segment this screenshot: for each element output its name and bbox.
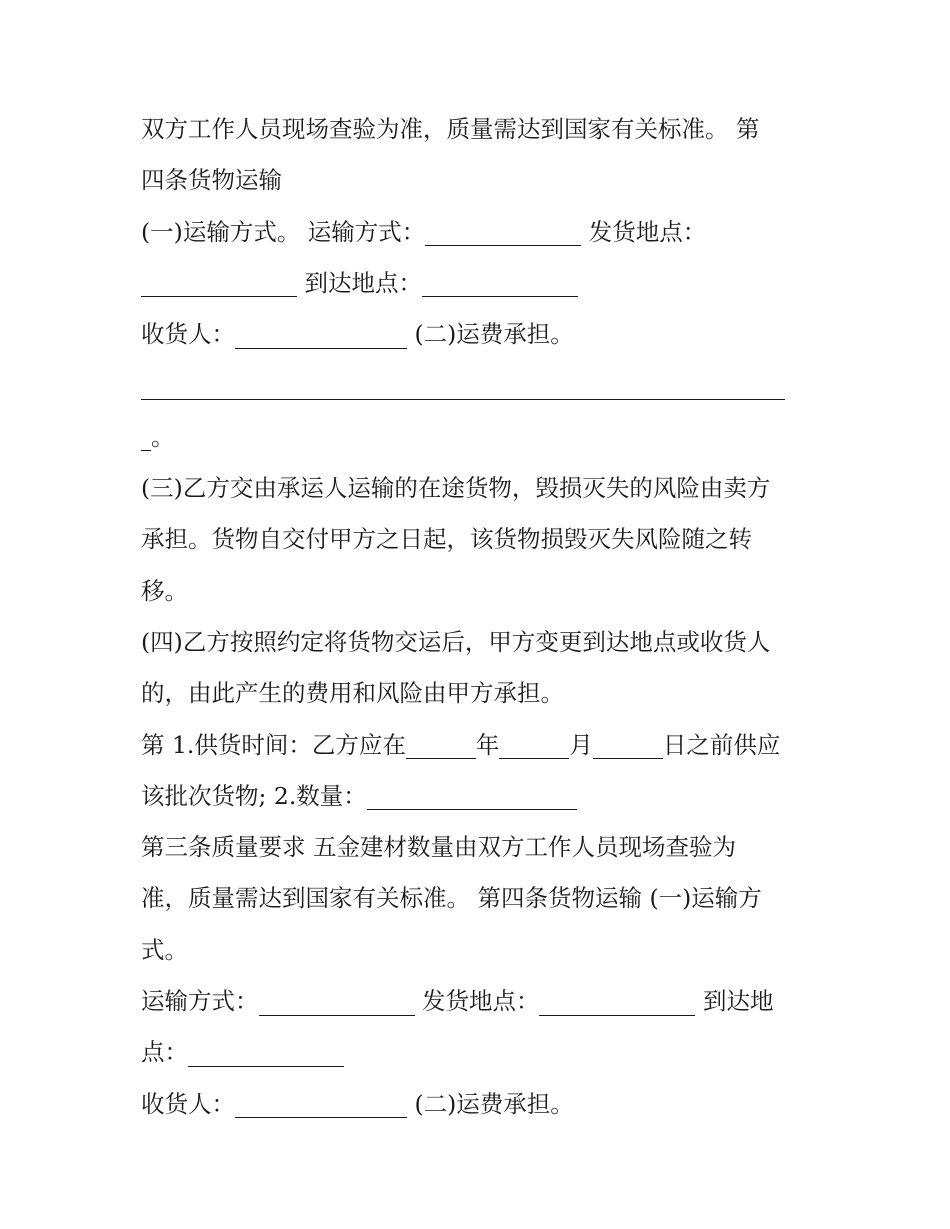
text: 日之前供应 — [662, 730, 781, 759]
text-line — [141, 309, 811, 360]
text-line — [141, 258, 811, 309]
text: 收货人： — [141, 320, 235, 349]
year-blank — [406, 730, 476, 759]
day-blank — [593, 730, 663, 759]
text-line — [141, 566, 811, 617]
text: 的，由此产生的费用和风险由甲方承担。 — [141, 679, 564, 708]
text-line — [141, 873, 811, 924]
text-line — [141, 720, 811, 771]
text: 发货地点： — [581, 217, 707, 246]
text-line — [141, 925, 811, 976]
text: 到达地 — [695, 987, 774, 1016]
document-page — [141, 104, 811, 1130]
transport-method-blank — [259, 986, 415, 1015]
ship-from-blank — [141, 268, 297, 297]
text-line — [141, 104, 811, 155]
text-line — [141, 668, 811, 719]
text: 双方工作人员现场查验为准，质量需达到国家有关标准。 第 — [141, 115, 760, 143]
text: 第三条质量要求 五金建材数量由双方工作人员现场查验为 — [141, 833, 736, 862]
text: 点： — [141, 1038, 188, 1067]
ship-from-blank — [539, 986, 695, 1015]
text: 式。 — [141, 935, 188, 964]
text: 四条货物运输 — [141, 166, 282, 195]
text-line — [141, 617, 811, 668]
text-line — [141, 207, 811, 258]
text-line — [141, 1027, 811, 1078]
month-blank — [499, 730, 569, 759]
text: 年 — [475, 730, 500, 759]
text-line — [141, 771, 811, 822]
text: 运输方式： — [141, 987, 259, 1016]
text: (四)乙方按照约定将货物交运后，甲方变更到达地点或收货人 — [141, 627, 771, 656]
text: (二)运费承担。 — [407, 320, 574, 349]
transport-method-blank — [425, 217, 581, 246]
freight-blank-end — [141, 422, 151, 451]
destination-blank — [422, 268, 578, 297]
text: (二)运费承担。 — [407, 1089, 574, 1118]
text-line — [141, 463, 811, 514]
text: (三)乙方交由承运人运输的在途货物，毁损灭失的风险由卖方 — [141, 474, 771, 503]
destination-blank — [188, 1038, 344, 1067]
text: 月 — [569, 730, 593, 759]
text: (一)运输方式。 运输方式： — [141, 217, 426, 246]
text: 到达地点： — [297, 268, 422, 297]
quantity-blank — [367, 781, 577, 810]
text-line — [141, 155, 811, 206]
text: 承担。货物自交付甲方之日起，该货物损毁灭失风险随之转 — [141, 525, 752, 554]
text-line — [141, 412, 811, 463]
text-line — [141, 1079, 811, 1130]
text-line — [141, 976, 811, 1027]
freight-blank — [141, 371, 785, 400]
text: 该批次货物; 2.数量： — [141, 781, 367, 810]
text: 准，质量需达到国家有关标准。 第四条货物运输 (一)运输方 — [141, 884, 762, 913]
text: 。 — [151, 422, 175, 451]
consignee-blank — [235, 1089, 407, 1118]
text: 移。 — [141, 576, 188, 605]
text-line — [141, 822, 811, 873]
text: 收货人： — [141, 1089, 235, 1118]
text-line — [141, 514, 811, 565]
text: 发货地点： — [414, 987, 540, 1016]
text-line — [141, 360, 811, 411]
consignee-blank — [235, 320, 407, 349]
text: 第 1.供货时间：乙方应在 — [141, 730, 406, 759]
